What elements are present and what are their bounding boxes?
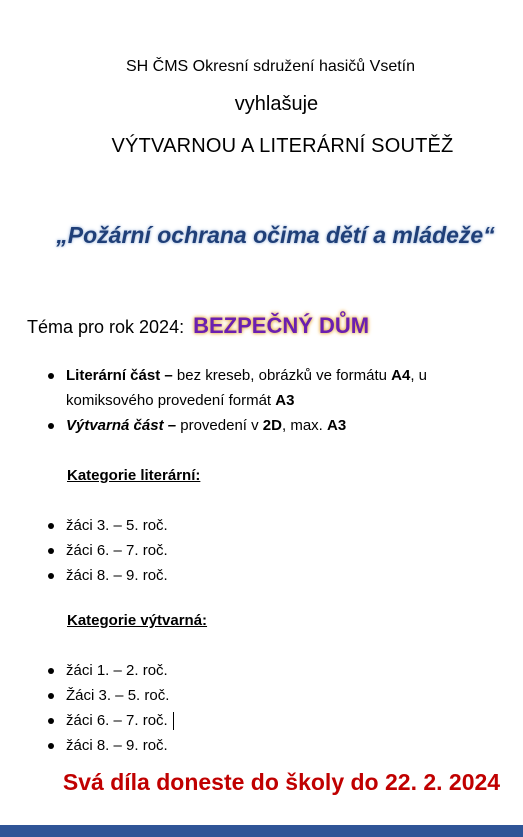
grade-label: žáci 6. – 7. roč. (66, 712, 168, 729)
bullet-icon (48, 718, 54, 724)
theme-name: BEZPEČNÝ DŮM (193, 313, 370, 338)
organization-name: SH ČMS Okresní sdružení hasičů Vsetín (126, 58, 415, 75)
part-text: provedení v (176, 417, 263, 434)
submission-deadline: Svá díla doneste do školy do 22. 2. 2024 (62, 769, 501, 795)
list-item (46, 563, 168, 588)
part-format: A3 (327, 417, 347, 434)
theme-line (27, 313, 369, 339)
bullet-icon (48, 548, 54, 554)
list-item (46, 513, 168, 538)
part-text: , max. (281, 417, 327, 434)
grade-label: Žáci 3. – 5. roč. (66, 687, 170, 704)
bullet-icon (48, 743, 54, 749)
announces-text: vyhlašuje (234, 93, 319, 115)
contest-parts-list (46, 363, 476, 438)
footer-bar (0, 825, 523, 837)
part-title: Výtvarná část – (66, 417, 177, 434)
bullet-icon (48, 573, 54, 579)
grade-label: žáci 8. – 9. roč. (66, 737, 168, 754)
grade-label: žáci 8. – 9. roč. (66, 567, 168, 584)
bullet-icon (48, 693, 54, 699)
part-text: bez kreseb, obrázků ve formátu (172, 367, 392, 384)
text-cursor (173, 712, 174, 730)
part-format: A3 (275, 392, 295, 409)
part-title: Literární část – (66, 367, 173, 384)
part-text: , u komiksového provedení formát (66, 367, 428, 409)
list-item (46, 733, 174, 758)
bullet-icon (48, 523, 54, 529)
grade-label: žáci 1. – 2. roč. (66, 662, 168, 679)
list-item (46, 708, 174, 733)
list-item (46, 413, 476, 438)
list-item (46, 683, 174, 708)
part-format: A4 (391, 367, 411, 384)
art-category-heading: Kategorie výtvarná: (67, 612, 208, 629)
bullet-icon (48, 423, 54, 429)
grade-label: žáci 3. – 5. roč. (66, 517, 168, 534)
contest-motto: „Požární ochrana očima dětí a mládeže“ (56, 222, 495, 248)
list-item (46, 538, 168, 563)
part-format: 2D (262, 417, 282, 434)
list-item (46, 363, 476, 413)
art-category-list (46, 658, 174, 758)
bullet-icon (48, 668, 54, 674)
theme-label: Téma pro rok 2024: (27, 317, 185, 337)
literary-category-list (46, 513, 168, 588)
list-item (46, 658, 174, 683)
bullet-icon (48, 373, 54, 379)
contest-title: VÝTVARNOU A LITERÁRNÍ SOUTĚŽ (111, 135, 454, 157)
grade-label: žáci 6. – 7. roč. (66, 542, 168, 559)
literary-category-heading: Kategorie literární: (67, 467, 201, 484)
